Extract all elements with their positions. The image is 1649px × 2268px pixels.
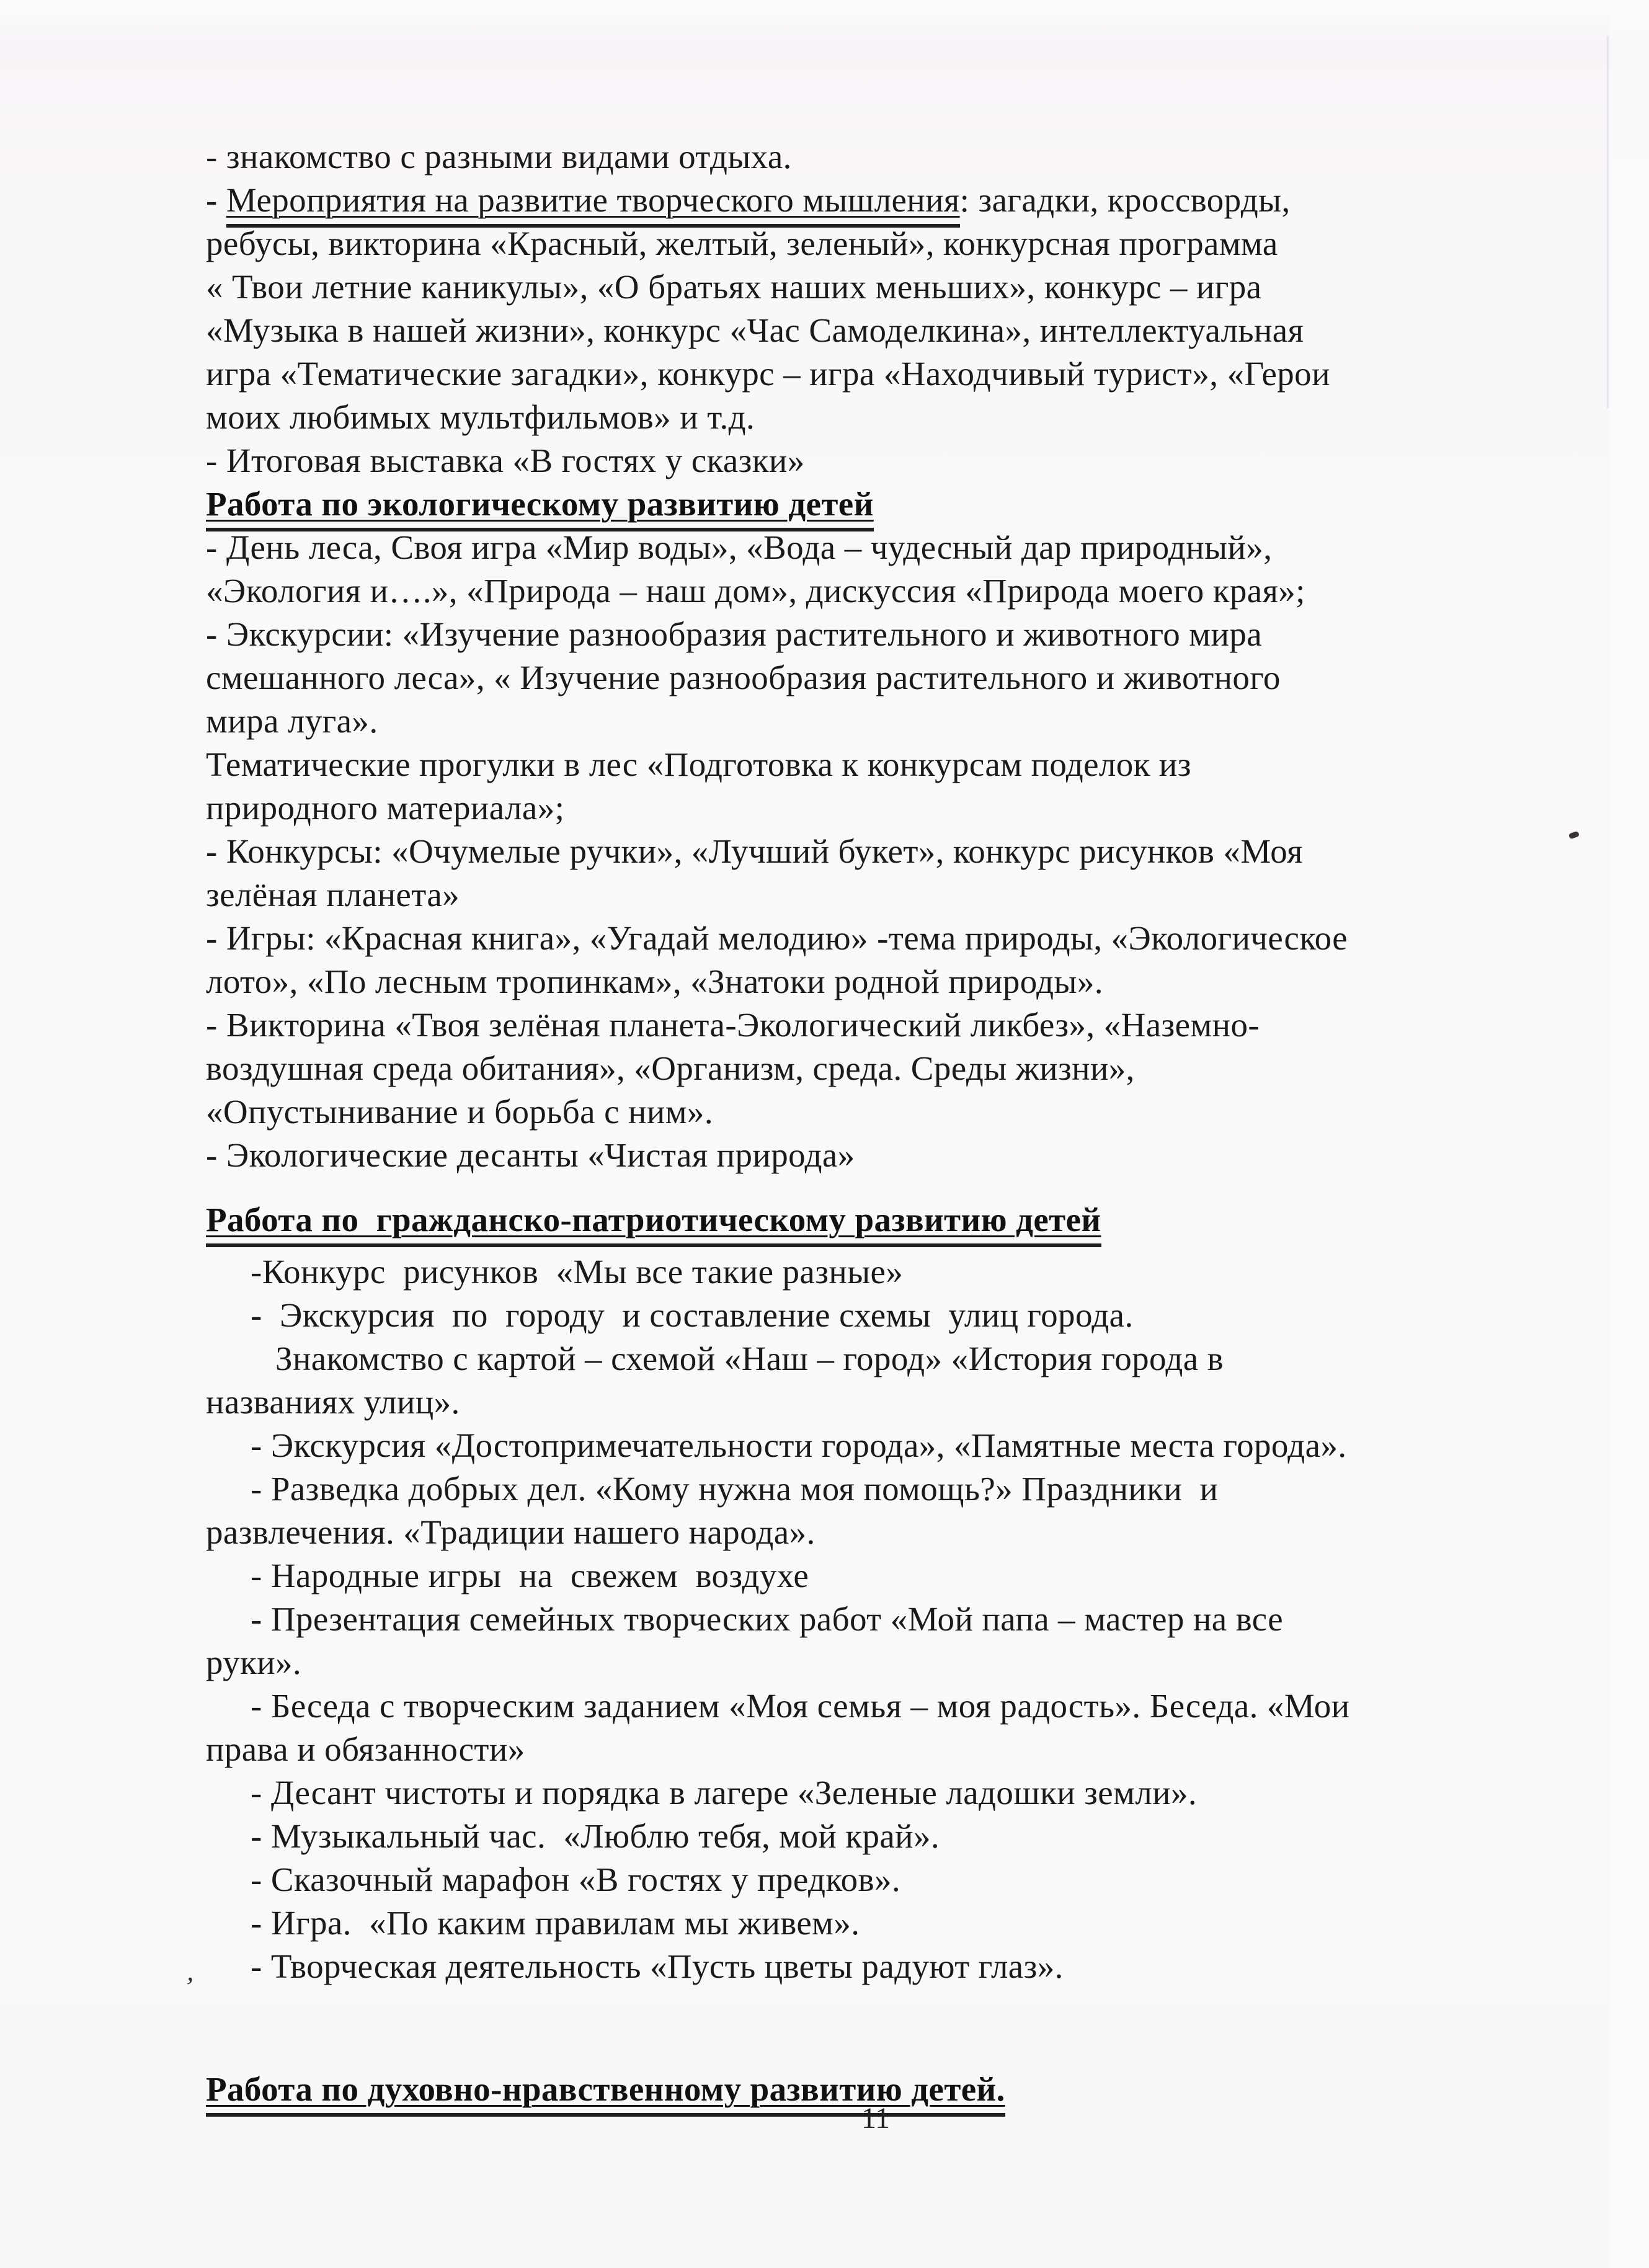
text-span: - Экологические десанты «Чистая природа» (206, 1136, 855, 1174)
text-line (206, 1250, 1614, 1294)
text-span: : загадки, кроссворды, (959, 181, 1291, 219)
text-line (206, 1728, 1614, 1771)
text-line (206, 1294, 1614, 1337)
text-line (206, 700, 1614, 743)
text-line (206, 396, 1614, 439)
text-span: - Сказочный марафон «В гостях у предков». (251, 1861, 900, 1898)
text-span: - Игры: «Красная книга», «Угадай мелодию» -тема природы, «Экологическое (206, 919, 1348, 957)
text-span: смешанного леса», « Изучение разнообразия растительного и животного (206, 659, 1281, 696)
text-span: - Итоговая выставка «В гостях у сказки» (206, 442, 805, 479)
text-span: - Экскурсия по городу и составление схемы улиц города. (251, 1296, 1134, 1334)
text-span: - Игра. «По каким правилам мы живем». (251, 1904, 860, 1942)
text-line (206, 1901, 1614, 1945)
text-span: названиях улиц». (206, 1383, 460, 1421)
text-line (206, 222, 1614, 265)
text-line (206, 1641, 1614, 1684)
text-line (206, 1047, 1614, 1090)
text-line (206, 613, 1614, 656)
text-line (206, 1003, 1614, 1047)
underlined-phrase: Работа по духовно-нравственному развитию детей. (206, 2070, 1005, 2117)
text-line (206, 1815, 1614, 1858)
text-line (206, 1337, 1614, 1381)
text-span: - Музыкальный час. «Люблю тебя, мой край». (251, 1817, 940, 1855)
stray-ink-mark: ’ (183, 1971, 196, 2003)
text-span: - Конкурсы: «Очумелые ручки», «Лучший букет», конкурс рисунков «Моя (206, 832, 1303, 870)
text-line (206, 1134, 1614, 1177)
text-span: Тематические прогулки в лес «Подготовка к конкурсам поделок из (206, 745, 1191, 783)
text-line (206, 439, 1614, 483)
text-line (206, 265, 1614, 309)
text-span: - Беседа с творческим заданием «Моя семья – моя радость». Беседа. «Мои (251, 1687, 1350, 1725)
text-span: права и обязанности» (206, 1730, 525, 1768)
text-span: природного материала»; (206, 789, 565, 827)
text-line (206, 1945, 1614, 1988)
text-span: - Викторина «Твоя зелёная планета-Экологический ликбез», «Наземно- (206, 1006, 1260, 1044)
text-line (206, 1554, 1614, 1598)
text-line (206, 1771, 1614, 1815)
section-heading (206, 483, 1614, 526)
text-span: воздушная среда обитания», «Организм, среда. Среды жизни», (206, 1049, 1135, 1087)
text-span: - Творческая деятельность «Пусть цветы радуют глаз». (251, 1947, 1064, 1985)
text-span: развлечения. «Традиции нашего народа». (206, 1513, 816, 1551)
text-line (206, 179, 1614, 222)
text-span: -Конкурс рисунков «Мы все такие разные» (251, 1253, 904, 1291)
text-line (206, 743, 1614, 786)
text-line (206, 135, 1614, 179)
text-span: - День леса, Своя игра «Мир воды», «Вода – чудесный дар природный», (206, 528, 1273, 566)
text-line (206, 1858, 1614, 1901)
text-line (206, 1511, 1614, 1554)
text-span: - Разведка добрых дел. «Кому нужна моя помощь?» Праздники и (251, 1470, 1219, 1508)
text-line (206, 1684, 1614, 1728)
section-heading (206, 1198, 1614, 1242)
text-span: - (206, 181, 226, 219)
text-span: Знакомство с картой – схемой «Наш – город» «История города в (275, 1340, 1224, 1377)
text-span: - Презентация семейных творческих работ «Мой папа – мастер на все (251, 1600, 1284, 1638)
page-number: 11 (861, 2102, 891, 2135)
text-span: игра «Тематические загадки», конкурс – игра «Находчивый турист», «Герои (206, 355, 1330, 393)
document-body (206, 135, 1614, 2111)
text-span: - Экскурсии: «Изучение разнообразия растительного и животного мира (206, 615, 1263, 653)
text-line (206, 873, 1614, 917)
text-line (206, 1090, 1614, 1134)
text-span: «Экология и….», «Природа – наш дом», дискуссия «Природа моего края»; (206, 572, 1305, 610)
text-line (206, 1598, 1614, 1641)
text-span: лото», «По лесным тропинкам», «Знатоки родной природы». (206, 963, 1103, 1000)
text-span: - знакомство с разными видами отдыха. (206, 138, 792, 176)
text-line (206, 917, 1614, 960)
text-span: - Народные игры на свежем воздухе (251, 1557, 809, 1594)
text-line (206, 1467, 1614, 1511)
text-line (206, 1381, 1614, 1424)
text-line (206, 1424, 1614, 1467)
text-line (206, 526, 1614, 569)
underlined-phrase: Работа по гражданско-патриотическому развитию детей (206, 1201, 1101, 1247)
text-line (206, 569, 1614, 613)
text-span: моих любимых мультфильмов» и т.д. (206, 398, 755, 436)
text-span: ребусы, викторина «Красный, желтый, зеленый», конкурсная программа (206, 225, 1278, 262)
text-line (206, 309, 1614, 352)
text-span: зелёная планета» (206, 876, 460, 914)
text-span: - Десант чистоты и порядка в лагере «Зеленые ладошки земли». (251, 1774, 1198, 1812)
text-span: - Экскурсия «Достопримечательности города», «Памятные места города». (251, 1426, 1347, 1464)
text-line (206, 830, 1614, 873)
text-line (206, 656, 1614, 700)
text-line (206, 960, 1614, 1003)
underlined-phrase: Мероприятия на развитие творческого мышления (226, 181, 960, 228)
text-span: « Твои летние каникулы», «О братьях наших меньших», конкурс – игра (206, 268, 1262, 306)
text-span: мира луга». (206, 702, 378, 740)
underlined-phrase: Работа по экологическому развитию детей (206, 485, 874, 531)
text-span: «Музыка в нашей жизни», конкурс «Час Самоделкина», интеллектуальная (206, 311, 1304, 349)
scan-edge-strip (1610, 0, 1649, 2268)
text-span: «Опустынивание и борьба с ним». (206, 1093, 713, 1131)
text-line (206, 786, 1614, 830)
text-span: руки». (206, 1643, 302, 1681)
text-line (206, 352, 1614, 396)
